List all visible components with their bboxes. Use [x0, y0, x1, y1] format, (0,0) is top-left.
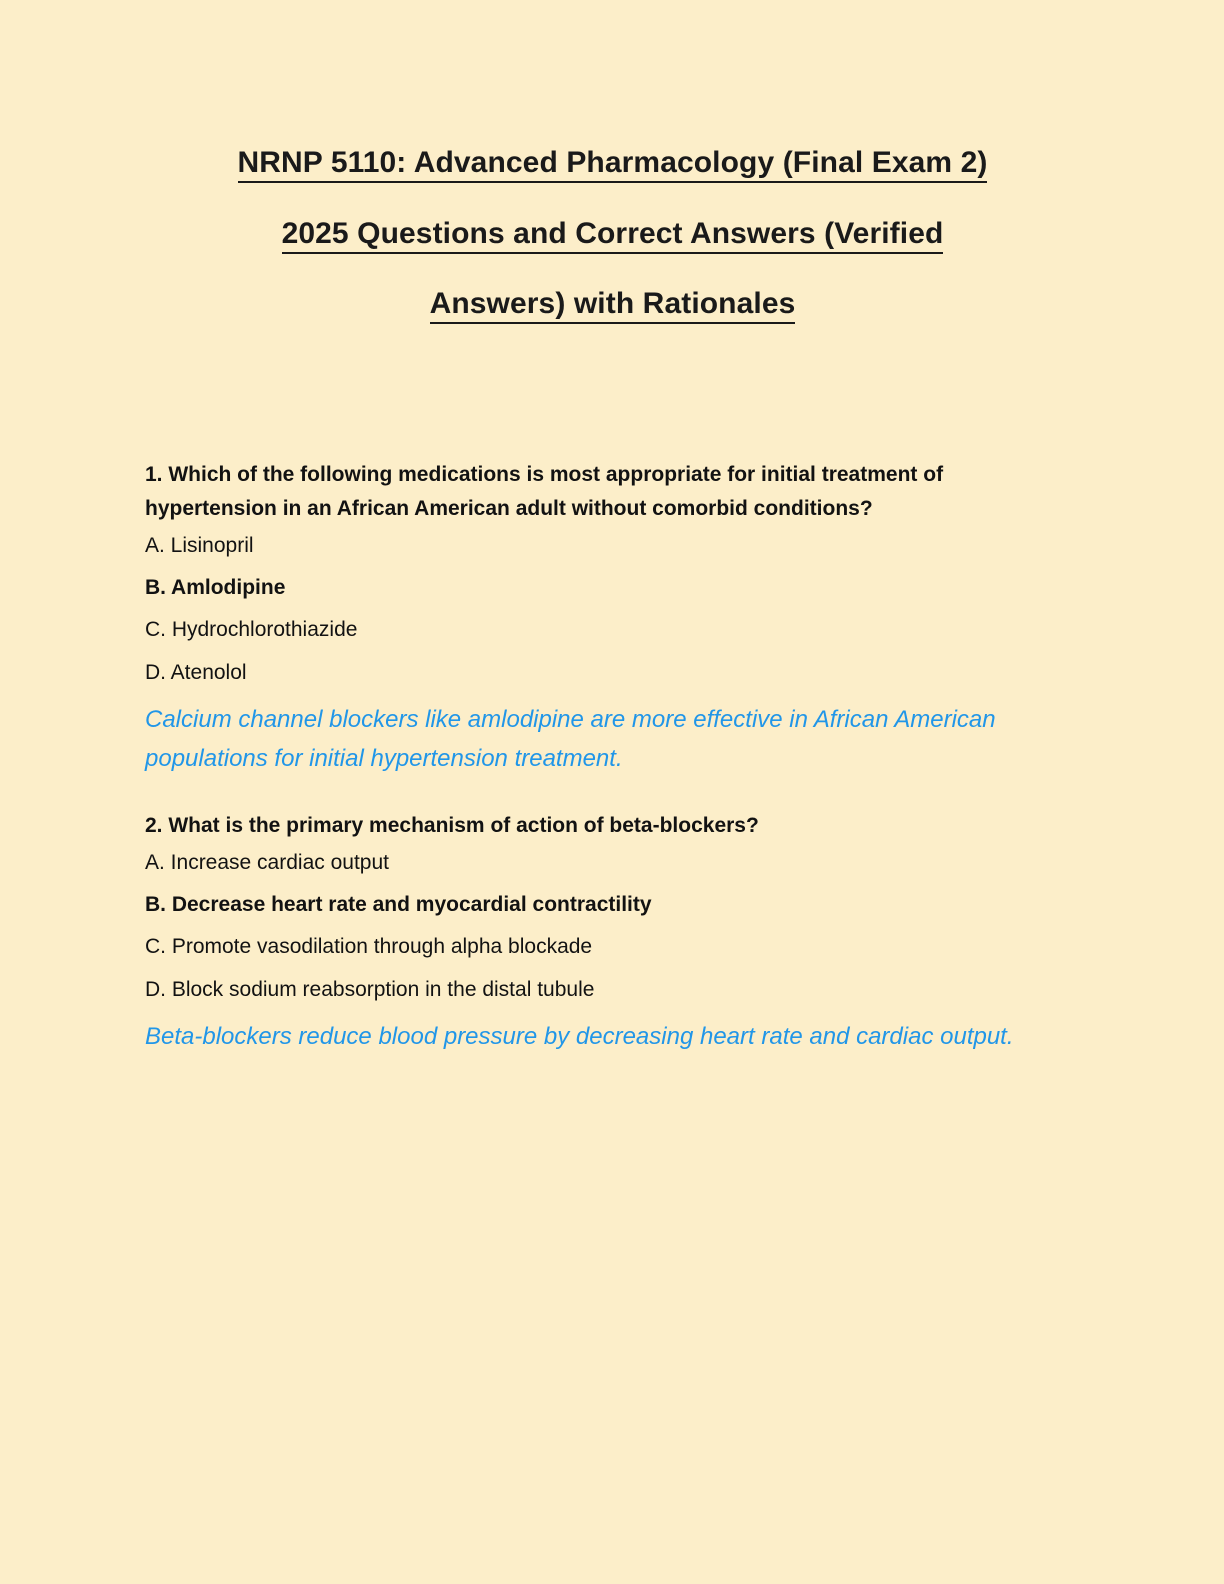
question-2-stem: 2. What is the primary mechanism of action of beta-blockers? [145, 813, 759, 837]
document-body [145, 128, 1080, 1081]
question-2 [145, 809, 1080, 1057]
page-title [145, 128, 1080, 340]
question-2-option-b[interactable]: B. Decrease heart rate and myocardial contractility [145, 893, 652, 917]
question-2-rationale: Beta-blockers reduce blood pressure by decreasing heart rate and cardiac output. [145, 1023, 1014, 1051]
title-line-2 [145, 199, 1080, 270]
question-2-option-d[interactable]: D. Block sodium reabsorption in the distal tubule [145, 977, 595, 1001]
title-line-2-text: 2025 Questions and Correct Answers (Verified [282, 217, 944, 254]
question-1-option-c[interactable]: C. Hydrochlorothiazide [145, 618, 358, 642]
question-1 [145, 458, 1080, 779]
title-line-1-text: NRNP 5110: Advanced Pharmacology (Final Exam 2) [238, 146, 988, 183]
title-body-spacer [145, 340, 1080, 458]
question-1-option-d[interactable]: D. Atenolol [145, 660, 247, 684]
title-line-3 [145, 269, 1080, 340]
title-line-3-text: Answers) with Rationales [430, 287, 796, 324]
question-1-rationale: Calcium channel blockers like amlodipine are more effective in African American populations for initial hypertension treatment. [145, 705, 996, 772]
question-2-option-a[interactable]: A. Increase cardiac output [145, 850, 389, 874]
title-line-1 [145, 128, 1080, 199]
question-1-option-a[interactable]: A. Lisinopril [145, 533, 254, 557]
question-1-stem: 1. Which of the following medications is most appropriate for initial treatment of hypertension in an African American adult without comorbid conditions? [145, 462, 944, 520]
question-1-option-b[interactable]: B. Amlodipine [145, 575, 286, 599]
question-2-option-c[interactable]: C. Promote vasodilation through alpha blockade [145, 935, 593, 959]
